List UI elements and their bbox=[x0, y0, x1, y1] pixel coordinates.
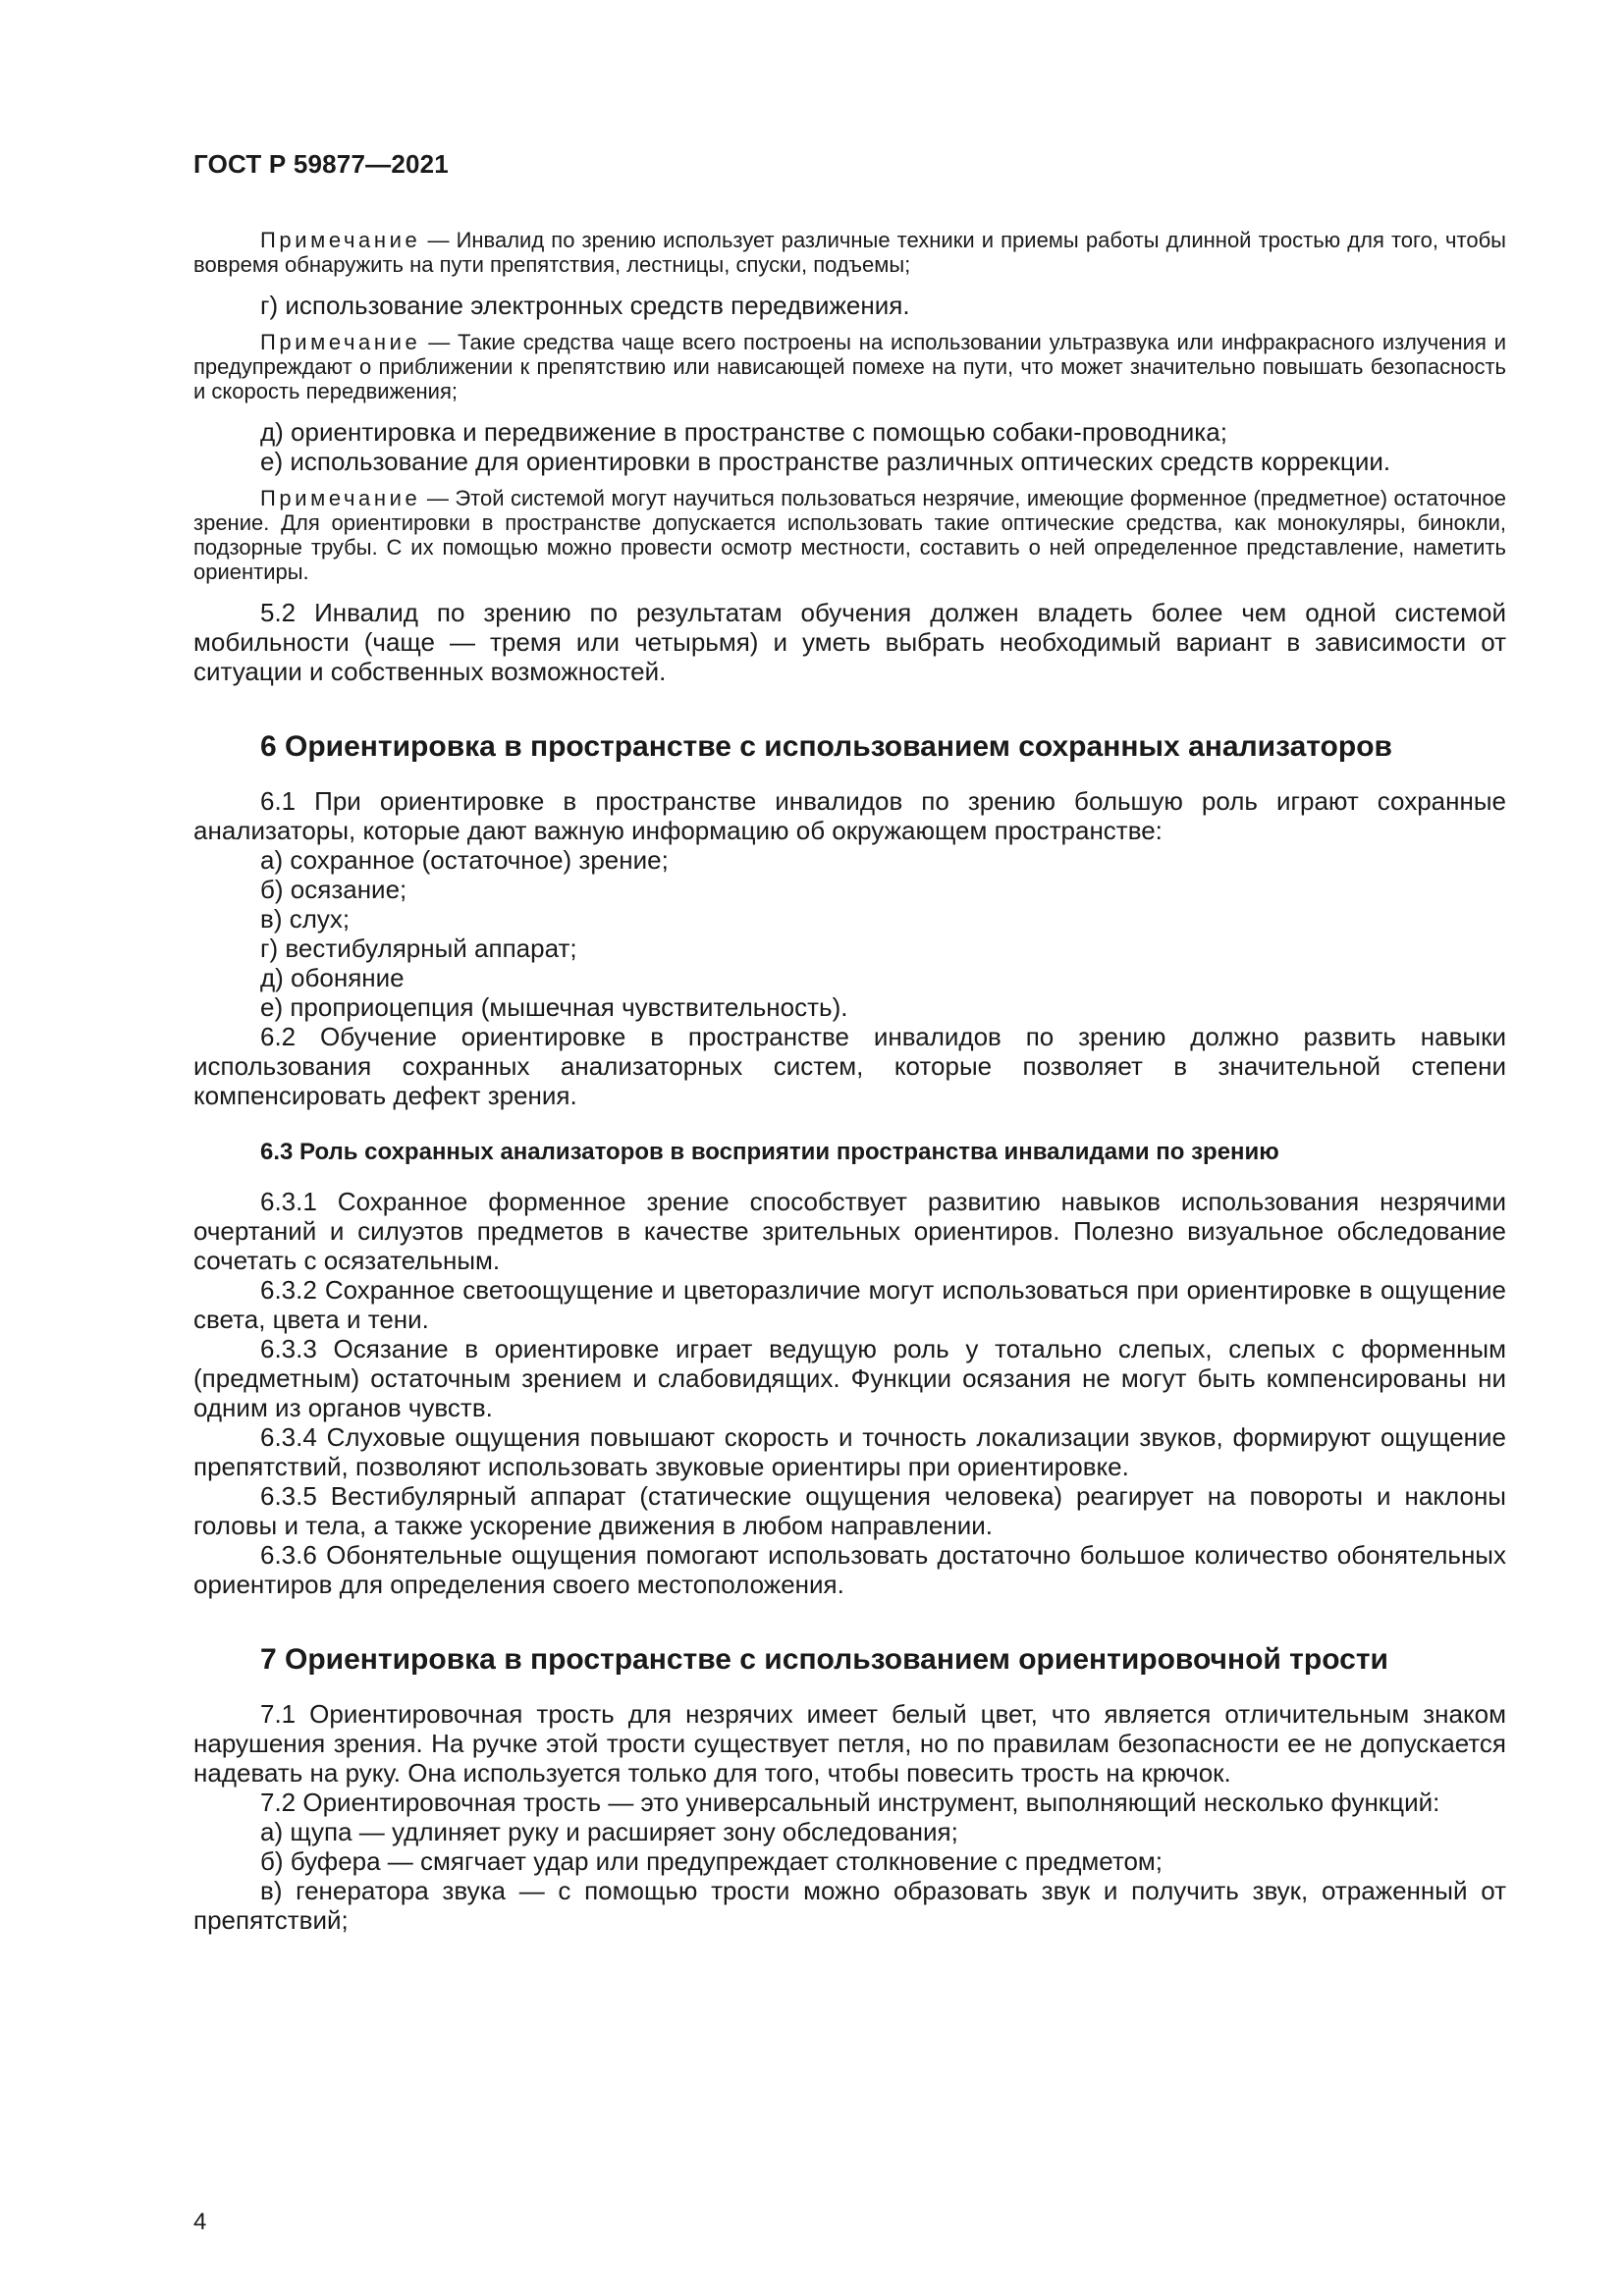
paragraph-5-2: 5.2 Инвалид по зрению по результатам обучения должен владеть более чем одной системой мобильности (чаще — тремя или четырьмя) и уметь выбрать необходимый вариант в зависимости от ситуации и собственных возможностей. bbox=[193, 598, 1506, 686]
page-body bbox=[193, 228, 1506, 1935]
section-7-heading: 7 Ориентировка в пространстве с использованием ориентировочной трости bbox=[260, 1643, 1388, 1676]
note-text: — Этой системой могут научиться пользоваться незрячие, имеющие форменное (предметное) остаточное зрение. Для ориентировки в пространстве допускается использовать такие оптические средства, как монокуляры, бинокли, подзорные трубы. С их помощью можно провести осмотр местности, составить о ней определенное представление, наметить ориентиры. bbox=[193, 486, 1506, 584]
paragraph-6-3-4: 6.3.4 Слуховые ощущения повышают скорость и точность локализации звуков, формируют ощущение препятствий, позволяют использовать звуковые ориентиры при ориентировке. bbox=[193, 1422, 1506, 1481]
list-item-6-1-v: в) слух; bbox=[260, 904, 351, 934]
note-cane-techniques bbox=[193, 228, 1506, 277]
subsection-6-3-heading: 6.3 Роль сохранных анализаторов в восприятии пространства инвалидами по зрению bbox=[260, 1139, 1279, 1165]
list-item-6-1-e: е) проприоцепция (мышечная чувствительность). bbox=[260, 992, 848, 1022]
paragraph-6-3-1: 6.3.1 Сохранное форменное зрение способствует развитию навыков использования незрячими очертаний и силуэтов предметов в качестве зрительных ориентиров. Полезно визуальное обследование сочетать с осязательным. bbox=[193, 1187, 1506, 1275]
list-item-6-1-d: д) обоняние bbox=[260, 963, 405, 992]
note-label: Примечание bbox=[260, 228, 421, 252]
page-number: 4 bbox=[193, 2209, 207, 2235]
paragraph-7-2: 7.2 Ориентировочная трость — это универсальный инструмент, выполняющий несколько функций: bbox=[260, 1788, 1440, 1817]
paragraph-6-3-6: 6.3.6 Обонятельные ощущения помогают использовать достаточно большое количество обонятельных ориентиров для определения своего местоположения. bbox=[193, 1540, 1506, 1599]
note-optical-devices bbox=[193, 486, 1506, 584]
list-item-7-2-v: в) генератора звука — с помощью трости можно образовать звук и получить звук, отраженный от препятствий; bbox=[193, 1876, 1506, 1935]
document-code-header: ГОСТ Р 59877—2021 bbox=[193, 149, 449, 179]
paragraph-guide-dog: д) ориентировка и передвижение в пространстве с помощью собаки-проводника; bbox=[260, 417, 1227, 447]
paragraph-6-2: 6.2 Обучение ориентировке в пространстве инвалидов по зрению должно развить навыки использования сохранных анализаторных систем, которые позволяет в значительной степени компенсировать дефект зрения. bbox=[193, 1022, 1506, 1110]
paragraph-6-1: 6.1 При ориентировке в пространстве инвалидов по зрению большую роль играют сохранные анализаторы, которые дают важную информацию об окружающем пространстве: bbox=[193, 786, 1506, 845]
section-6-heading: 6 Ориентировка в пространстве с использованием сохранных анализаторов bbox=[260, 730, 1392, 763]
paragraph-6-3-5: 6.3.5 Вестибулярный аппарат (статические ощущения человека) реагирует на повороты и наклоны головы и тела, а также ускорение движения в любом направлении. bbox=[193, 1481, 1506, 1540]
paragraph-electronic-aids: г) использование электронных средств передвижения. bbox=[260, 291, 910, 320]
note-text: — Инвалид по зрению использует различные техники и приемы работы длинной тростью для того, чтобы вовремя обнаружить на пути препятствия, лестницы, спуски, подъемы; bbox=[193, 228, 1506, 277]
note-label: Примечание bbox=[260, 486, 421, 510]
list-item-6-1-g: г) вестибулярный аппарат; bbox=[260, 934, 577, 963]
paragraph-7-1: 7.1 Ориентировочная трость для незрячих имеет белый цвет, что является отличительным знаком нарушения зрения. На ручке этой трости существует петля, но по правилам безопасности ее не допускается надевать на руку. Она используется только для того, чтобы повесить трость на крючок. bbox=[193, 1699, 1506, 1788]
list-item-7-2-a: а) щупа — удлиняет руку и расширяет зону обследования; bbox=[260, 1817, 958, 1846]
paragraph-6-3-3: 6.3.3 Осязание в ориентировке играет ведущую роль у тотально слепых, слепых с форменным (предметным) остаточным зрением и слабовидящих. Функции осязания не могут быть компенсированы ни одним из органов чувств. bbox=[193, 1334, 1506, 1422]
list-item-7-2-b: б) буфера — смягчает удар или предупреждает столкновение с предметом; bbox=[260, 1846, 1164, 1876]
note-label: Примечание bbox=[260, 330, 421, 354]
note-ultrasound-devices bbox=[193, 330, 1506, 403]
paragraph-6-3-2: 6.3.2 Сохранное светоощущение и цветоразличие могут использоваться при ориентировке в ощущение света, цвета и тени. bbox=[193, 1275, 1506, 1334]
list-item-6-1-a: а) сохранное (остаточное) зрение; bbox=[260, 845, 669, 875]
list-item-6-1-b: б) осязание; bbox=[260, 875, 407, 904]
paragraph-optical-aids: е) использование для ориентировки в пространстве различных оптических средств коррекции. bbox=[260, 447, 1391, 476]
note-text: — Такие средства чаще всего построены на использовании ультразвука или инфракрасного излучения и предупреждают о приближении к препятствию или нависающей помехе на пути, что может значительно повышать безопасность и скорость передвижения; bbox=[193, 330, 1506, 403]
